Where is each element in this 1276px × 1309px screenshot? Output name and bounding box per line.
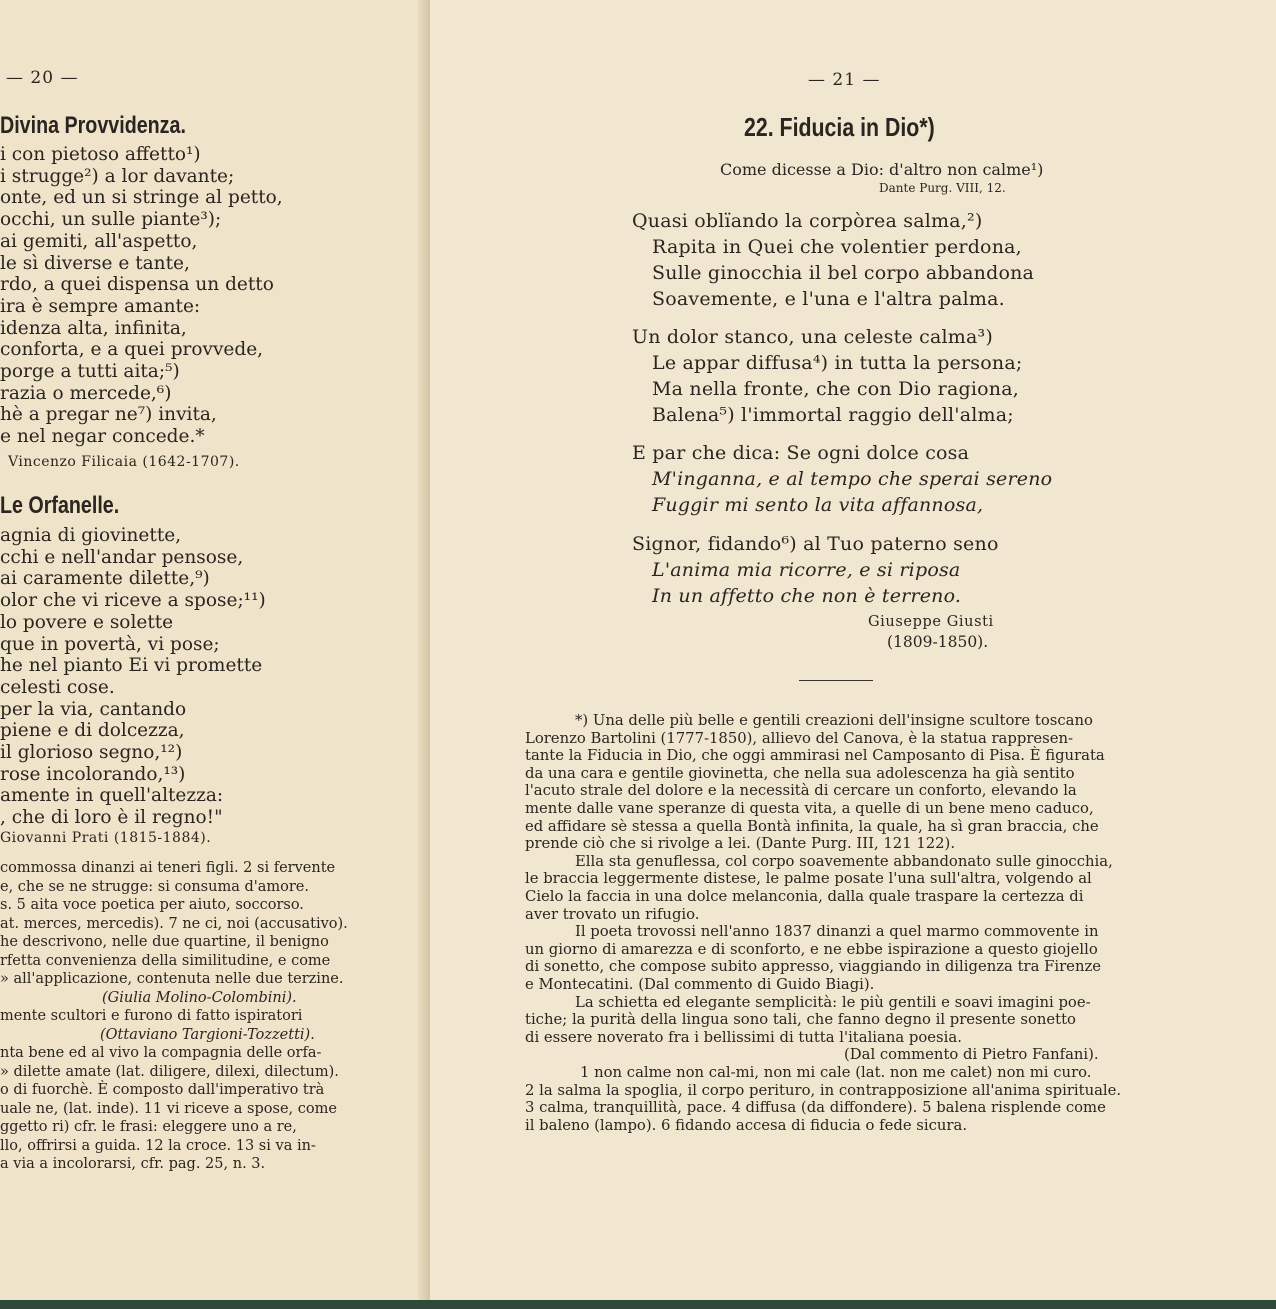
text-line: hè a pregar ne⁷) invita, — [0, 404, 217, 426]
text-line: 1 non calme non cal-mi, non mi cale (lat. non me calet) non mi curo. — [580, 1064, 1092, 1081]
text-line: Signor, fidando⁶) al Tuo paterno seno — [632, 533, 999, 555]
text-line: rose incolorando,¹³) — [0, 763, 186, 785]
text-line: cchi e nell'andar pensose, — [0, 546, 244, 568]
text-line: razia o mercede,⁶) — [0, 382, 172, 404]
text-line: il baleno (lampo). 6 fidando accesa di fiducia o fede sicura. — [525, 1116, 968, 1134]
text-line: agnia di giovinette, — [0, 525, 182, 546]
page-number: — 21 — — [808, 70, 881, 90]
poem-title: Le Orfanelle. — [0, 492, 120, 519]
text-line: Un dolor stanco, una celeste calma³) — [632, 326, 993, 348]
page-number: — 20 — — [6, 68, 79, 88]
text-line: o di fuorchè. È composto dall'imperativo trà — [0, 1082, 325, 1098]
text-line: rfetta convenienza della similitudine, e come — [0, 952, 331, 969]
text-line: Ma nella fronte, che con Dio ragiona, — [652, 378, 1019, 400]
text-line: (Ottaviano Targioni-Tozzetti). — [100, 1026, 315, 1043]
text-line: celesti cose. — [0, 676, 115, 698]
text-line: ai gemiti, all'aspetto, — [0, 230, 198, 252]
text-line: le sì diverse e tante, — [0, 252, 190, 274]
left-page — [0, 0, 428, 1300]
text-line: *) Una delle più belle e gentili creazioni dell'insigne scultore toscano — [575, 712, 1093, 729]
text-line: » dilette amate (lat. diligere, dilexi, dilectum). — [0, 1063, 339, 1080]
poem-author: Giovanni Prati (1815-1884). — [0, 830, 212, 846]
text-line: Le appar diffusa⁴) in tutta la persona; — [652, 352, 1023, 374]
text-line: di sonetto, che compose subito appresso, viaggiando in diligenza tra Firenze — [525, 958, 1102, 976]
text-line: i strugge²) a lor davante; — [0, 165, 235, 187]
text-line: idenza alta, infinita, — [0, 317, 187, 339]
poem-title: Divina Provvidenza. — [0, 112, 186, 139]
text-line: L'anima mia ricorre, e si riposa — [652, 559, 961, 581]
text-line: e Montecatini. (Dal commento di Guido Biagi). — [525, 976, 875, 993]
divider — [799, 680, 873, 681]
text-line: ggetto ri) cfr. le frasi: eleggere uno a re, — [0, 1119, 297, 1135]
poet-name: Giuseppe Giusti — [868, 614, 994, 630]
poem-title: 22. Fiducia in Dio*) — [744, 112, 935, 142]
text-line: l'acuto strale del dolore e la necessità di cercare un conforto, elevando la — [525, 782, 1077, 800]
right-page — [430, 0, 1276, 1300]
text-line: i con pietoso affetto¹) — [0, 144, 201, 165]
epigraph: Come dicesse a Dio: d'altro non calme¹) — [720, 160, 1044, 179]
text-line: onte, ed un si stringe al petto, — [0, 187, 283, 209]
text-line: amente in quell'altezza: — [0, 785, 224, 807]
poet-years: (1809-1850). — [887, 633, 989, 651]
text-line: Ella sta genuflessa, col corpo soavemente abbandonato sulle ginocchia, — [575, 852, 1113, 870]
text-line: M'inganna, e al tempo che sperai sereno — [652, 468, 1053, 490]
text-line: Il poeta trovossi nell'anno 1837 dinanzi a quel marmo commovente in — [575, 923, 1099, 941]
text-line: Fuggir mi sento la vita affannosa, — [652, 494, 984, 516]
text-line: at. merces, mercedis). 7 ne ci, noi (accusativo). — [0, 915, 348, 932]
text-line: rdo, a quei dispensa un detto — [0, 274, 274, 296]
text-line: 2 la salma la spoglia, il corpo perituro, in contrapposizione all'anima spirituale. — [525, 1081, 1122, 1099]
text-line: mente scultori e furono di fatto ispiratori — [0, 1008, 303, 1024]
text-line: ai caramente dilette,⁹) — [0, 568, 210, 590]
text-line: lo povere e solette — [0, 611, 174, 633]
text-line: he descrivono, nelle due quartine, il benigno — [0, 934, 329, 950]
text-line: occhi, un sulle piante³); — [0, 209, 222, 231]
text-line: olor che vi riceve a spose;¹¹) — [0, 590, 266, 612]
text-line: il glorioso segno,¹²) — [0, 742, 183, 763]
text-line: (Dal commento di Pietro Fanfani). — [844, 1046, 1099, 1064]
text-line: tiche; la purità della lingua sono tali, che fanno degno il presente sonetto — [525, 1011, 1076, 1029]
text-line: » all'applicazione, contenuta nelle due terzine. — [0, 971, 344, 987]
text-line: a via a incolorarsi, cfr. pag. 25, n. 3. — [0, 1156, 266, 1172]
text-line: commossa dinanzi ai teneri figli. 2 si fervente — [0, 860, 336, 876]
text-line: mente dalle vane speranze di questa vita, a quelle di un bene meno caduco, — [525, 800, 1094, 817]
text-line: Balena⁵) l'immortal raggio dell'alma; — [652, 404, 1014, 426]
text-line: uale ne, (lat. inde). 11 vi riceve a spose, come — [0, 1100, 337, 1117]
text-line: (Giulia Molino-Colombini). — [102, 989, 297, 1006]
text-line: Soavemente, e l'una e l'altra palma. — [652, 288, 1005, 310]
text-line: da una cara e gentile giovinetta, che nella sua adolescenza ha già sentito — [525, 764, 1075, 782]
text-line: porge a tutti aita;⁵) — [0, 361, 180, 382]
text-line: 3 calma, tranquillità, pace. 4 diffusa (da diffondere). 5 balena risplende come — [525, 1099, 1106, 1117]
text-line: Cielo la faccia in una dolce melanconia, dalla quale traspare la certezza di — [525, 888, 1084, 905]
text-line: he nel pianto Ei vi promette — [0, 655, 263, 677]
text-line: di essere noverato fra i bellissimi di tutta l'italiana poesia. — [525, 1028, 962, 1046]
text-line: ed affidare sè stessa a quella Bontà infinita, la quale, ha sì gran braccia, che — [525, 817, 1099, 835]
text-line: e, che se ne strugge: si consuma d'amore. — [0, 878, 309, 895]
text-line: ira è sempre amante: — [0, 295, 201, 317]
text-line: nta bene ed al vivo la compagnia delle orfa- — [0, 1045, 322, 1061]
text-line: e nel negar concede.* — [0, 426, 205, 448]
poem-author: Vincenzo Filicaia (1642-1707). — [8, 454, 240, 470]
text-line: In un affetto che non è terreno. — [652, 585, 962, 607]
text-line: aver trovato un rifugio. — [525, 905, 700, 923]
text-line: conforta, e a quei provvede, — [0, 339, 264, 361]
text-line: La schietta ed elegante semplicità: le più gentili e soavi imagini poe- — [575, 993, 1091, 1011]
text-line: le braccia leggermente distese, le palme posate l'una sull'altra, volgendo al — [525, 870, 1092, 888]
text-line: Sulle ginocchia il bel corpo abbandona — [652, 262, 1035, 284]
text-line: Lorenzo Bartolini (1777-1850), allievo del Canova, è la statua rappresen- — [525, 729, 1074, 747]
text-line: Quasi oblïando la corpòrea salma,²) — [632, 210, 983, 232]
text-line: per la via, cantando — [0, 698, 187, 720]
text-line: llo, offrirsi a guida. 12 la croce. 13 si va in- — [0, 1137, 316, 1154]
text-line: s. 5 aita voce poetica per aiuto, soccorso. — [0, 897, 304, 913]
text-line: prende ciò che si rivolge a lei. (Dante Purg. III, 121 122). — [525, 835, 956, 853]
epigraph-reference: Dante Purg. VIII, 12. — [879, 181, 1006, 195]
text-line: piene e di dolcezza, — [0, 720, 185, 742]
text-line: un giorno di amarezza e di sconforto, e ne ebbe ispirazione a questo giojello — [525, 940, 1098, 958]
text-line: que in povertà, vi pose; — [0, 633, 220, 655]
text-line: E par che dica: Se ogni dolce cosa — [632, 442, 970, 464]
text-line: , che di loro è il regno!" — [0, 807, 223, 829]
text-line: Rapita in Quei che volentier perdona, — [652, 236, 1022, 258]
text-line: tante la Fiducia in Dio, che oggi ammirasi nel Camposanto di Pisa. È figurata — [525, 747, 1105, 765]
